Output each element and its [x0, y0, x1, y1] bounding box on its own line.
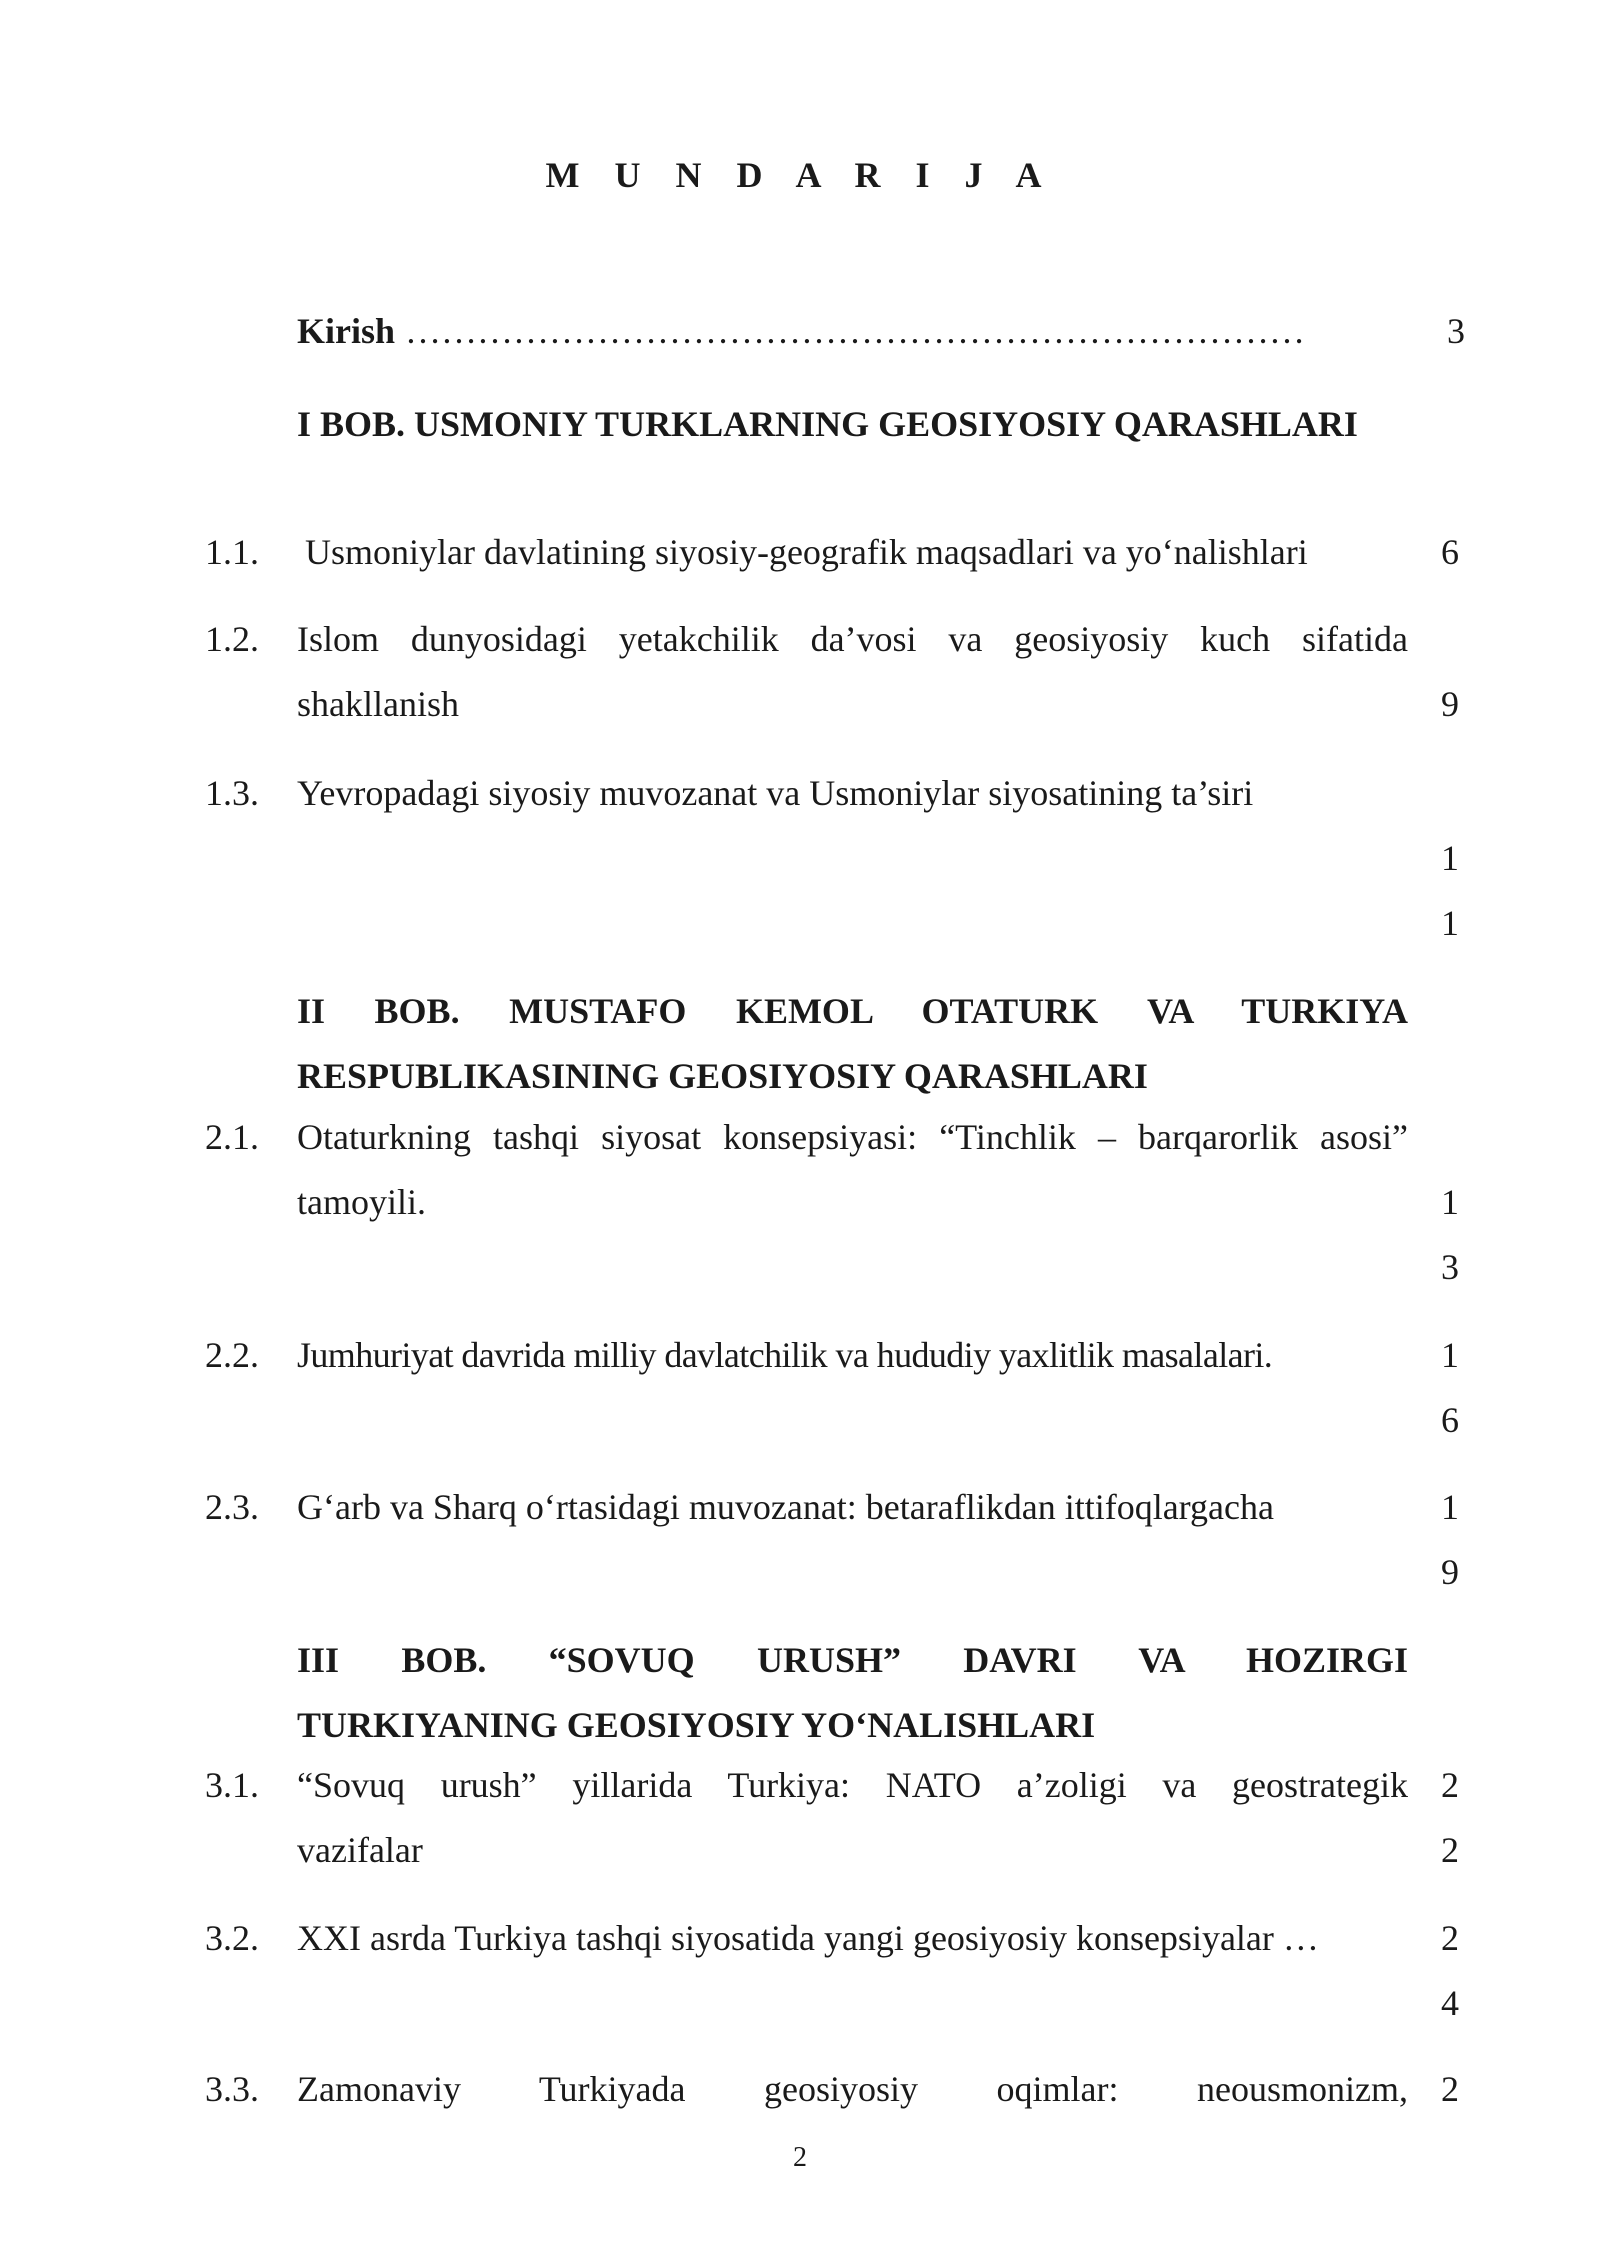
section-1-1-page: 6 — [1441, 532, 1459, 572]
section-3-1-number: 3.1. — [205, 1765, 259, 1805]
section-2-3-page-digit1: 1 — [1441, 1487, 1459, 1527]
section-1-2-page: 9 — [1441, 684, 1459, 724]
section-3-3-title-line1: Zamonaviy Turkiyada geosiyosiy oqimlar: neousmonizm, — [297, 2069, 1408, 2109]
chapter-3-heading-line2: TURKIYANING GEOSIYOSIY YO‘NALISHLARI — [297, 1705, 1096, 1745]
section-3-2-page-digit2: 4 — [1441, 1983, 1459, 2023]
toc-intro-page: 3 — [1447, 311, 1465, 351]
section-2-2-page-digit2: 6 — [1441, 1400, 1459, 1440]
section-3-3-number: 3.3. — [205, 2069, 259, 2109]
section-1-3-page-digit2: 1 — [1441, 903, 1459, 943]
section-2-2-title: Jumhuriyat davrida milliy davlatchilik va hududiy yaxlitlik masalalari. — [297, 1335, 1273, 1375]
section-2-3-title: G‘arb va Sharq o‘rtasidagi muvozanat: betaraflikdan ittifoqlargacha — [297, 1487, 1274, 1527]
section-2-1-page-digit2: 3 — [1441, 1247, 1459, 1287]
section-2-2-page-digit1: 1 — [1441, 1335, 1459, 1375]
section-3-2-page-digit1: 2 — [1441, 1918, 1459, 1958]
section-1-2-number: 1.2. — [205, 619, 259, 659]
section-3-1-title-line1: “Sovuq urush” yillarida Turkiya: NATO a’zoligi va geostrategik — [297, 1765, 1408, 1805]
section-2-1-title-line1: Otaturkning tashqi siyosat konsepsiyasi: “Tinchlik – barqarorlik asosi” — [297, 1117, 1408, 1157]
section-1-3-title: Yevropadagi siyosiy muvozanat va Usmoniylar siyosatining ta’siri — [297, 773, 1254, 813]
section-1-2-title-line1: Islom dunyosidagi yetakchilik da’vosi va geosiyosiy kuch sifatida — [297, 619, 1408, 659]
chapter-1-heading: I BOB. USMONIY TURKLARNING GEOSIYOSIY QARASHLARI — [297, 404, 1358, 444]
section-1-1-title: Usmoniylar davlatining siyosiy-geografik maqsadlari va yo‘nalishlari — [305, 532, 1308, 572]
page-number: 2 — [793, 2142, 807, 2173]
section-3-1-page-digit2: 2 — [1441, 1830, 1459, 1870]
toc-title: M U N D A R I J A — [545, 155, 1055, 195]
section-3-3-page-digit1: 2 — [1441, 2069, 1459, 2109]
section-1-2-title-line2: shakllanish — [297, 684, 459, 724]
section-2-1-title-line2: tamoyili. — [297, 1182, 426, 1222]
section-2-3-page-digit2: 9 — [1441, 1552, 1459, 1592]
section-3-1-page-digit1: 2 — [1441, 1765, 1459, 1805]
section-1-1-number: 1.1. — [205, 532, 259, 572]
section-3-1-title-line2: vazifalar — [297, 1830, 423, 1870]
chapter-3-heading-line1: III BOB. “SOVUQ URUSH” DAVRI VA HOZIRGI — [297, 1640, 1408, 1680]
section-2-1-number: 2.1. — [205, 1117, 259, 1157]
section-2-1-page-digit1: 1 — [1441, 1182, 1459, 1222]
section-3-2-title: XXI asrda Turkiya tashqi siyosatida yangi geosiyosiy konsepsiyalar … — [297, 1918, 1319, 1958]
chapter-2-heading-line1: II BOB. MUSTAFO KEMOL OTATURK VA TURKIYA — [297, 991, 1408, 1031]
section-2-2-number: 2.2. — [205, 1335, 259, 1375]
section-2-3-number: 2.3. — [205, 1487, 259, 1527]
toc-intro-label: Kirish — [297, 311, 396, 351]
section-1-3-page-digit1: 1 — [1441, 838, 1459, 878]
chapter-2-heading-line2: RESPUBLIKASINING GEOSIYOSIY QARASHLARI — [297, 1056, 1148, 1096]
section-1-3-number: 1.3. — [205, 773, 259, 813]
toc-intro-leader: ………………………………………………………………… — [405, 311, 1305, 351]
section-3-2-number: 3.2. — [205, 1918, 259, 1958]
